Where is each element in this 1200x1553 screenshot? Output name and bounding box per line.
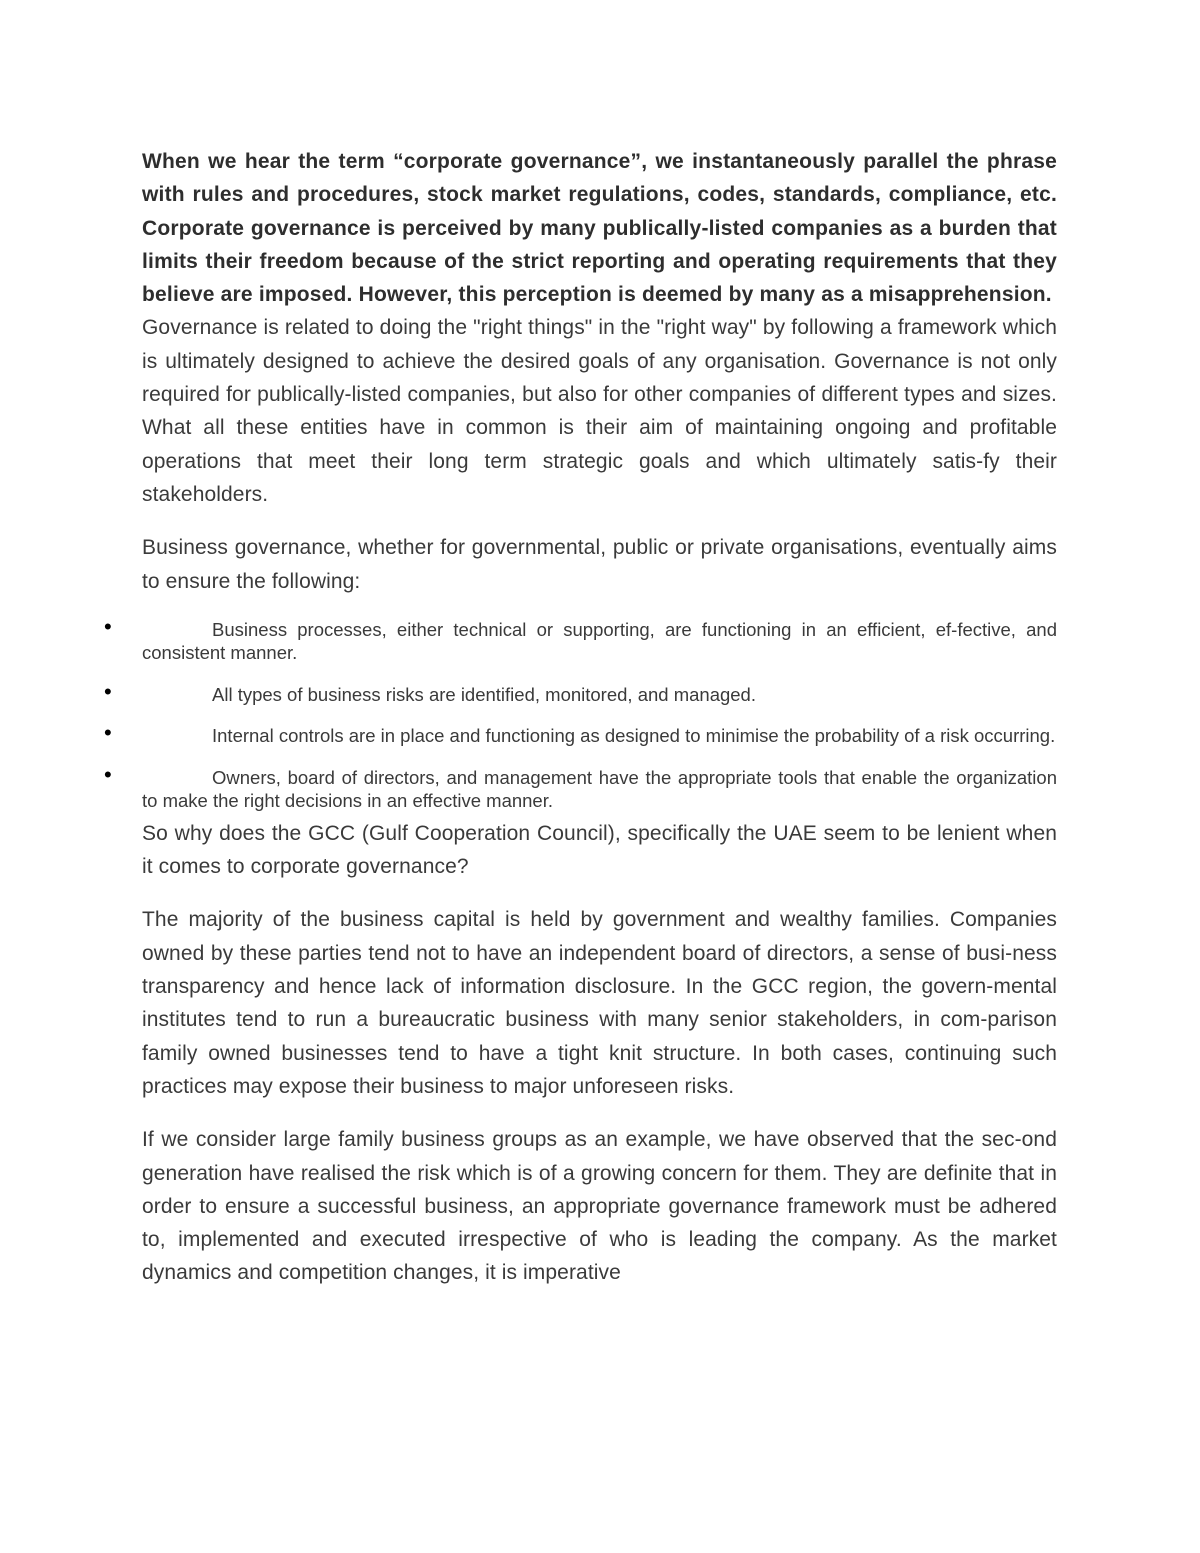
list-item-text: Business processes, either technical or supporting, are functioning in an efficient, ef-fective, and consistent manner.	[142, 618, 1057, 664]
list-item	[104, 613, 1057, 665]
business-capital-paragraph: The majority of the business capital is held by government and wealthy families. Companies owned by these parties tend not to have an independent board of directors, a sense of busi-ness transparency and hence lack of information disclosure. In the GCC region, the govern-mental institutes tend to run a bureaucratic business with many senior stakeholders, in com-parison family owned businesses tend to have a tight knit structure. In both cases, continuing such practices may expose their business to major unforeseen risks.	[142, 908, 1057, 1098]
bullet-icon: •	[104, 720, 112, 746]
intro-paragraph: When we hear the term “corporate governance”, we instantaneously parallel the phrase with rules and procedures, stock market regulations, codes, standards, compliance, etc. Corporate governance is perceived by many publically-listed companies as a burden that limits their freedom because of the strict reporting and operating requirements that they believe are imposed. However, this perception is deemed by many as a misapprehension.	[142, 150, 1057, 307]
bullet-icon: •	[104, 613, 112, 639]
family-business-paragraph: If we consider large family business groups as an example, we have observed that the sec-ond generation have realised the risk which is of a growing concern for them. They are definite that in order to ensure a successful business, an appropriate governance framework must be adhered to, implemented and executed irrespective of who is leading the company. As the market dynamics and competition changes, it is imperative	[142, 1128, 1057, 1285]
governance-goals-list	[104, 613, 1057, 813]
bullet-icon: •	[104, 761, 112, 787]
business-governance-paragraph: Business governance, whether for governmental, public or private organisations, eventually aims to ensure the following:	[142, 536, 1057, 593]
list-item	[104, 720, 1057, 748]
list-item	[104, 761, 1057, 813]
gcc-question-paragraph: So why does the GCC (Gulf Cooperation Council), specifically the UAE seem to be lenient when it comes to corporate governance?	[142, 821, 1057, 879]
list-item-text: Internal controls are in place and functioning as designed to minimise the probability of a risk occurring.	[212, 725, 1056, 747]
bullet-icon: •	[104, 678, 112, 704]
governance-paragraph: Governance is related to doing the "right things" in the "right way" by following a framework which is ultimately designed to achieve the desired goals of any organisation. Governance is not only required for publically-listed companies, but also for other companies of different types and sizes. What all these entities have in common is their aim of maintaining ongoing and profitable operations that meet their long term strategic goals and which ultimately satis-fy their stakeholders.	[142, 316, 1057, 506]
list-item	[104, 678, 1057, 707]
list-item-text: All types of business risks are identified, monitored, and managed.	[212, 683, 756, 705]
list-item-text: Owners, board of directors, and management have the appropriate tools that enable the organization to make the right decisions in an effective manner.	[142, 766, 1057, 812]
document-page	[104, 145, 1057, 1290]
